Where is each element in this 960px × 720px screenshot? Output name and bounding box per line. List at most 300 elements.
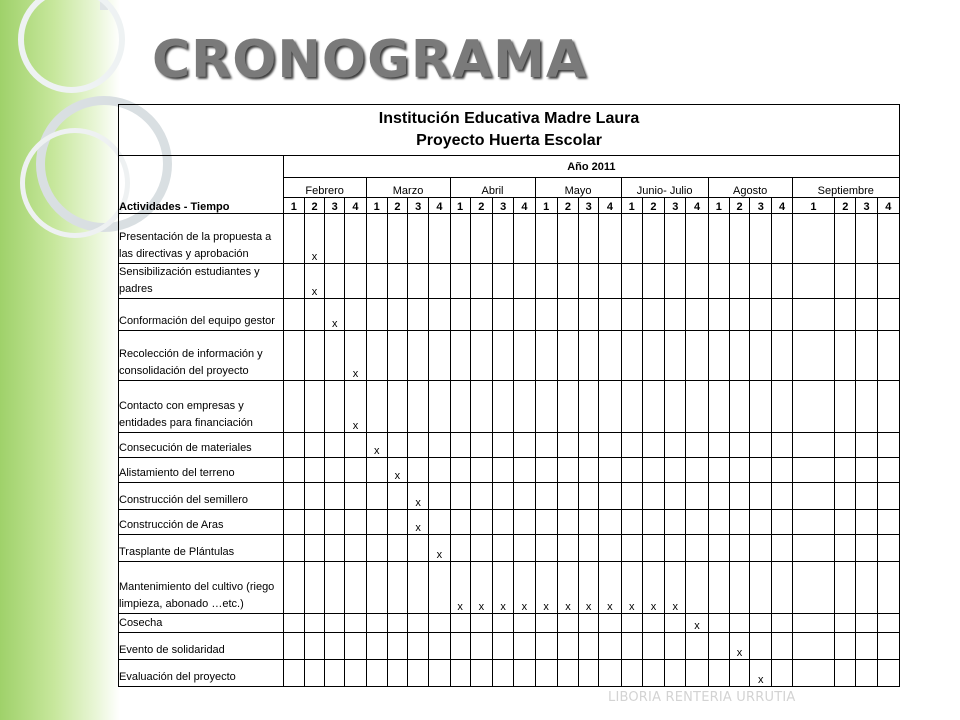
schedule-cell bbox=[665, 458, 686, 483]
schedule-cell bbox=[708, 381, 729, 433]
schedule-cell bbox=[408, 299, 429, 331]
schedule-cell bbox=[877, 535, 899, 562]
schedule-mark: x bbox=[493, 562, 514, 614]
schedule-cell bbox=[429, 614, 450, 633]
schedule-cell bbox=[283, 535, 304, 562]
schedule-cell bbox=[621, 535, 642, 562]
week-number: 3 bbox=[579, 198, 599, 214]
month-header: Marzo bbox=[366, 178, 450, 198]
week-number: 3 bbox=[408, 198, 429, 214]
schedule-cell bbox=[686, 562, 708, 614]
schedule-cell bbox=[557, 483, 578, 510]
schedule-cell bbox=[557, 535, 578, 562]
schedule-cell bbox=[856, 535, 877, 562]
schedule-cell bbox=[856, 214, 877, 264]
schedule-cell bbox=[345, 264, 366, 299]
schedule-cell bbox=[750, 483, 772, 510]
schedule-cell bbox=[283, 614, 304, 633]
schedule-cell bbox=[877, 214, 899, 264]
schedule-cell bbox=[450, 214, 470, 264]
schedule-cell bbox=[621, 614, 642, 633]
schedule-cell bbox=[283, 381, 304, 433]
schedule-cell bbox=[729, 483, 749, 510]
schedule-cell bbox=[579, 433, 599, 458]
schedule-cell bbox=[835, 458, 856, 483]
schedule-cell bbox=[535, 633, 557, 660]
schedule-cell bbox=[835, 214, 856, 264]
schedule-cell bbox=[729, 299, 749, 331]
schedule-cell bbox=[877, 458, 899, 483]
schedule-cell bbox=[408, 660, 429, 687]
activity-row bbox=[119, 299, 900, 331]
schedule-mark: x bbox=[599, 562, 621, 614]
schedule-cell bbox=[708, 633, 729, 660]
schedule-cell bbox=[856, 299, 877, 331]
activity-label: Alistamiento del terreno bbox=[119, 458, 284, 483]
schedule-cell bbox=[750, 535, 772, 562]
schedule-cell bbox=[283, 562, 304, 614]
schedule-cell bbox=[599, 433, 621, 458]
schedule-cell bbox=[708, 660, 729, 687]
schedule-mark: x bbox=[729, 633, 749, 660]
schedule-cell bbox=[450, 660, 470, 687]
schedule-cell bbox=[642, 458, 664, 483]
schedule-cell bbox=[535, 660, 557, 687]
schedule-cell bbox=[621, 660, 642, 687]
schedule-cell bbox=[792, 633, 835, 660]
week-number: 1 bbox=[366, 198, 387, 214]
schedule-cell bbox=[325, 660, 345, 687]
schedule-cell bbox=[470, 614, 492, 633]
schedule-cell bbox=[856, 633, 877, 660]
schedule-cell bbox=[304, 458, 324, 483]
schedule-cell bbox=[514, 633, 535, 660]
schedule-cell bbox=[642, 660, 664, 687]
schedule-cell bbox=[345, 614, 366, 633]
schedule-cell bbox=[877, 633, 899, 660]
schedule-cell bbox=[283, 633, 304, 660]
schedule-cell bbox=[665, 331, 686, 381]
schedule-cell bbox=[493, 510, 514, 535]
schedule-cell bbox=[835, 483, 856, 510]
schedule-cell bbox=[470, 535, 492, 562]
schedule-cell bbox=[450, 264, 470, 299]
schedule-cell bbox=[366, 299, 387, 331]
schedule-cell bbox=[750, 299, 772, 331]
schedule-cell bbox=[366, 633, 387, 660]
schedule-cell bbox=[325, 381, 345, 433]
schedule-cell bbox=[429, 483, 450, 510]
schedule-cell bbox=[642, 614, 664, 633]
schedule-mark: x bbox=[366, 433, 387, 458]
week-number: 2 bbox=[304, 198, 324, 214]
schedule-mark: x bbox=[450, 562, 470, 614]
schedule-cell bbox=[283, 660, 304, 687]
schedule-cell bbox=[642, 633, 664, 660]
schedule-cell bbox=[665, 660, 686, 687]
week-number: 2 bbox=[835, 198, 856, 214]
schedule-cell bbox=[470, 433, 492, 458]
activity-row bbox=[119, 510, 900, 535]
schedule-cell bbox=[835, 614, 856, 633]
schedule-cell bbox=[621, 381, 642, 433]
schedule-cell bbox=[729, 660, 749, 687]
schedule-cell bbox=[514, 614, 535, 633]
schedule-cell bbox=[665, 535, 686, 562]
schedule-cell bbox=[535, 510, 557, 535]
schedule-cell bbox=[535, 458, 557, 483]
schedule-cell bbox=[325, 214, 345, 264]
schedule-cell bbox=[325, 458, 345, 483]
schedule-cell bbox=[304, 381, 324, 433]
schedule-cell bbox=[877, 562, 899, 614]
schedule-cell bbox=[686, 535, 708, 562]
schedule-cell bbox=[579, 264, 599, 299]
schedule-cell bbox=[408, 562, 429, 614]
schedule-cell bbox=[345, 433, 366, 458]
schedule-cell bbox=[877, 433, 899, 458]
schedule-cell bbox=[493, 458, 514, 483]
week-number: 2 bbox=[470, 198, 492, 214]
activity-row bbox=[119, 660, 900, 687]
schedule-cell bbox=[304, 510, 324, 535]
schedule-cell bbox=[686, 433, 708, 458]
schedule-cell bbox=[514, 299, 535, 331]
schedule-cell bbox=[642, 433, 664, 458]
schedule-cell bbox=[408, 381, 429, 433]
decorative-ring-small bbox=[20, 128, 130, 238]
schedule-cell bbox=[579, 614, 599, 633]
activity-label: Cosecha bbox=[119, 614, 284, 633]
schedule-cell bbox=[304, 562, 324, 614]
schedule-mark: x bbox=[514, 562, 535, 614]
schedule-cell bbox=[792, 264, 835, 299]
week-number: 4 bbox=[429, 198, 450, 214]
schedule-cell bbox=[283, 299, 304, 331]
schedule-cell bbox=[493, 433, 514, 458]
schedule-cell bbox=[345, 633, 366, 660]
schedule-cell bbox=[835, 660, 856, 687]
week-number: 1 bbox=[535, 198, 557, 214]
schedule-cell bbox=[493, 614, 514, 633]
month-header: Febrero bbox=[283, 178, 366, 198]
schedule-cell bbox=[792, 331, 835, 381]
schedule-cell bbox=[325, 633, 345, 660]
schedule-cell bbox=[686, 331, 708, 381]
schedule-cell bbox=[325, 535, 345, 562]
schedule-cell bbox=[621, 264, 642, 299]
month-header: Agosto bbox=[708, 178, 792, 198]
schedule-cell bbox=[325, 433, 345, 458]
schedule-cell bbox=[835, 510, 856, 535]
activities-body bbox=[119, 214, 900, 687]
schedule-cell bbox=[493, 299, 514, 331]
schedule-cell bbox=[408, 331, 429, 381]
schedule-cell bbox=[304, 633, 324, 660]
schedule-cell bbox=[470, 660, 492, 687]
activity-label: Construcción del semillero bbox=[119, 483, 284, 510]
schedule-cell bbox=[599, 299, 621, 331]
schedule-mark: x bbox=[750, 660, 772, 687]
schedule-cell bbox=[387, 299, 407, 331]
schedule-mark: x bbox=[642, 562, 664, 614]
schedule-cell bbox=[535, 433, 557, 458]
schedule-cell bbox=[579, 483, 599, 510]
schedule-cell bbox=[557, 299, 578, 331]
schedule-cell bbox=[642, 214, 664, 264]
week-number: 2 bbox=[642, 198, 664, 214]
activity-row bbox=[119, 331, 900, 381]
schedule-cell bbox=[325, 331, 345, 381]
schedule-cell bbox=[579, 458, 599, 483]
schedule-cell bbox=[856, 614, 877, 633]
schedule-cell bbox=[557, 614, 578, 633]
activity-label: Sensibilización estudiantes y padres bbox=[119, 264, 284, 299]
schedule-cell bbox=[557, 660, 578, 687]
schedule-cell bbox=[665, 433, 686, 458]
activity-label: Recolección de información y consolidación del proyecto bbox=[119, 331, 284, 381]
schedule-cell bbox=[665, 299, 686, 331]
week-number: 4 bbox=[686, 198, 708, 214]
schedule-cell bbox=[792, 562, 835, 614]
schedule-cell bbox=[621, 458, 642, 483]
schedule-cell bbox=[856, 458, 877, 483]
schedule-cell bbox=[557, 433, 578, 458]
schedule-cell bbox=[708, 510, 729, 535]
schedule-cell bbox=[877, 614, 899, 633]
schedule-cell bbox=[304, 660, 324, 687]
week-number: 3 bbox=[856, 198, 877, 214]
activity-row bbox=[119, 264, 900, 299]
schedule-cell bbox=[599, 660, 621, 687]
activity-row bbox=[119, 535, 900, 562]
schedule-cell bbox=[408, 535, 429, 562]
schedule-cell bbox=[665, 381, 686, 433]
schedule-cell bbox=[387, 535, 407, 562]
schedule-cell bbox=[345, 458, 366, 483]
year-row bbox=[119, 156, 900, 178]
week-number: 3 bbox=[750, 198, 772, 214]
schedule-cell bbox=[366, 660, 387, 687]
schedule-cell bbox=[450, 458, 470, 483]
week-number: 4 bbox=[345, 198, 366, 214]
schedule-cell bbox=[325, 510, 345, 535]
week-number: 3 bbox=[493, 198, 514, 214]
week-number: 1 bbox=[792, 198, 835, 214]
schedule-cell bbox=[729, 614, 749, 633]
schedule-cell bbox=[665, 510, 686, 535]
schedule-cell bbox=[686, 214, 708, 264]
schedule-cell bbox=[304, 483, 324, 510]
schedule-cell bbox=[387, 562, 407, 614]
week-number: 4 bbox=[599, 198, 621, 214]
schedule-mark: x bbox=[304, 214, 324, 264]
schedule-cell bbox=[599, 510, 621, 535]
schedule-cell bbox=[345, 660, 366, 687]
schedule-cell bbox=[408, 614, 429, 633]
schedule-cell bbox=[283, 433, 304, 458]
schedule-cell bbox=[579, 299, 599, 331]
schedule-cell bbox=[642, 299, 664, 331]
month-header: Mayo bbox=[535, 178, 621, 198]
schedule-cell bbox=[304, 614, 324, 633]
schedule-cell bbox=[493, 633, 514, 660]
schedule-cell bbox=[665, 264, 686, 299]
schedule-cell bbox=[557, 214, 578, 264]
schedule-cell bbox=[750, 614, 772, 633]
schedule-cell bbox=[772, 331, 792, 381]
schedule-cell bbox=[493, 264, 514, 299]
schedule-cell bbox=[450, 483, 470, 510]
schedule-cell bbox=[304, 331, 324, 381]
activity-label: Contacto con empresas y entidades para financiación bbox=[119, 381, 284, 433]
activity-label: Conformación del equipo gestor bbox=[119, 299, 284, 331]
schedule-cell bbox=[429, 381, 450, 433]
schedule-mark: x bbox=[665, 562, 686, 614]
schedule-cell bbox=[493, 381, 514, 433]
schedule-cell bbox=[557, 458, 578, 483]
week-number: 1 bbox=[450, 198, 470, 214]
schedule-cell bbox=[514, 510, 535, 535]
schedule-cell bbox=[599, 458, 621, 483]
schedule-cell bbox=[665, 483, 686, 510]
slide-title: CRONOGRAMA bbox=[152, 30, 588, 90]
schedule-cell bbox=[599, 535, 621, 562]
schedule-cell bbox=[493, 331, 514, 381]
schedule-cell bbox=[514, 264, 535, 299]
schedule-cell bbox=[772, 660, 792, 687]
schedule-cell bbox=[579, 381, 599, 433]
schedule-cell bbox=[514, 483, 535, 510]
schedule-cell bbox=[304, 433, 324, 458]
schedule-cell bbox=[729, 458, 749, 483]
schedule-cell bbox=[325, 562, 345, 614]
schedule-cell bbox=[708, 458, 729, 483]
schedule-cell bbox=[429, 510, 450, 535]
schedule-cell bbox=[535, 614, 557, 633]
schedule-cell bbox=[366, 614, 387, 633]
schedule-cell bbox=[750, 633, 772, 660]
schedule-cell bbox=[387, 381, 407, 433]
schedule-cell bbox=[579, 633, 599, 660]
schedule-cell bbox=[665, 633, 686, 660]
week-number: 2 bbox=[387, 198, 407, 214]
month-header: Septiembre bbox=[792, 178, 899, 198]
schedule-cell bbox=[729, 331, 749, 381]
schedule-cell bbox=[792, 660, 835, 687]
schedule-cell bbox=[283, 214, 304, 264]
schedule-cell bbox=[750, 264, 772, 299]
schedule-cell bbox=[835, 299, 856, 331]
schedule-cell bbox=[366, 381, 387, 433]
schedule-cell bbox=[450, 535, 470, 562]
week-number: 1 bbox=[621, 198, 642, 214]
schedule-cell bbox=[792, 614, 835, 633]
activity-row bbox=[119, 433, 900, 458]
schedule-cell bbox=[345, 214, 366, 264]
schedule-cell bbox=[366, 483, 387, 510]
schedule-cell bbox=[708, 433, 729, 458]
schedule-cell bbox=[535, 483, 557, 510]
schedule-cell bbox=[366, 214, 387, 264]
schedule-cell bbox=[599, 331, 621, 381]
schedule-cell bbox=[835, 562, 856, 614]
schedule-cell bbox=[345, 510, 366, 535]
week-number: 1 bbox=[283, 198, 304, 214]
schedule-cell bbox=[450, 331, 470, 381]
schedule-cell bbox=[708, 299, 729, 331]
schedule-cell bbox=[772, 433, 792, 458]
schedule-mark: x bbox=[470, 562, 492, 614]
schedule-cell bbox=[856, 264, 877, 299]
schedule-cell bbox=[856, 483, 877, 510]
schedule-cell bbox=[387, 264, 407, 299]
activity-label: Evaluación del proyecto bbox=[119, 660, 284, 687]
schedule-cell bbox=[686, 264, 708, 299]
schedule-mark: x bbox=[535, 562, 557, 614]
schedule-cell bbox=[535, 264, 557, 299]
schedule-cell bbox=[450, 614, 470, 633]
schedule-cell bbox=[429, 433, 450, 458]
author-watermark: LIBORIA RENTERIA URRUTIA bbox=[608, 690, 796, 705]
schedule-mark: x bbox=[579, 562, 599, 614]
activity-label: Construcción de Aras bbox=[119, 510, 284, 535]
schedule-cell bbox=[750, 562, 772, 614]
schedule-cell bbox=[772, 299, 792, 331]
schedule-cell bbox=[792, 214, 835, 264]
schedule-cell bbox=[772, 381, 792, 433]
schedule-cell bbox=[535, 535, 557, 562]
schedule-cell bbox=[877, 381, 899, 433]
project-name: Proyecto Huerta Escolar bbox=[416, 132, 602, 149]
schedule-cell bbox=[325, 264, 345, 299]
schedule-cell bbox=[493, 660, 514, 687]
schedule-cell bbox=[535, 331, 557, 381]
week-number: 4 bbox=[772, 198, 792, 214]
activity-row bbox=[119, 381, 900, 433]
week-number: 2 bbox=[557, 198, 578, 214]
schedule-cell bbox=[345, 483, 366, 510]
schedule-cell bbox=[429, 562, 450, 614]
activities-header: Actividades - Tiempo bbox=[119, 156, 284, 214]
month-header: Abril bbox=[450, 178, 535, 198]
schedule-cell bbox=[470, 458, 492, 483]
schedule-cell bbox=[772, 614, 792, 633]
schedule-cell bbox=[708, 562, 729, 614]
schedule-cell bbox=[408, 433, 429, 458]
schedule-cell bbox=[470, 510, 492, 535]
schedule-cell bbox=[877, 299, 899, 331]
schedule-cell bbox=[621, 633, 642, 660]
institution-name: Institución Educativa Madre Laura bbox=[378, 110, 640, 127]
schedule-cell bbox=[387, 433, 407, 458]
schedule-cell bbox=[514, 458, 535, 483]
schedule-cell bbox=[835, 633, 856, 660]
schedule-cell bbox=[750, 458, 772, 483]
schedule-cell bbox=[283, 483, 304, 510]
schedule-cell bbox=[792, 433, 835, 458]
schedule-mark: x bbox=[345, 331, 366, 381]
schedule-cell bbox=[621, 433, 642, 458]
schedule-cell bbox=[387, 483, 407, 510]
schedule-cell bbox=[514, 381, 535, 433]
schedule-cell bbox=[729, 381, 749, 433]
schedule-cell bbox=[450, 510, 470, 535]
schedule-cell bbox=[708, 214, 729, 264]
schedule-cell bbox=[772, 633, 792, 660]
schedule-cell bbox=[557, 510, 578, 535]
activity-label: Evento de solidaridad bbox=[119, 633, 284, 660]
